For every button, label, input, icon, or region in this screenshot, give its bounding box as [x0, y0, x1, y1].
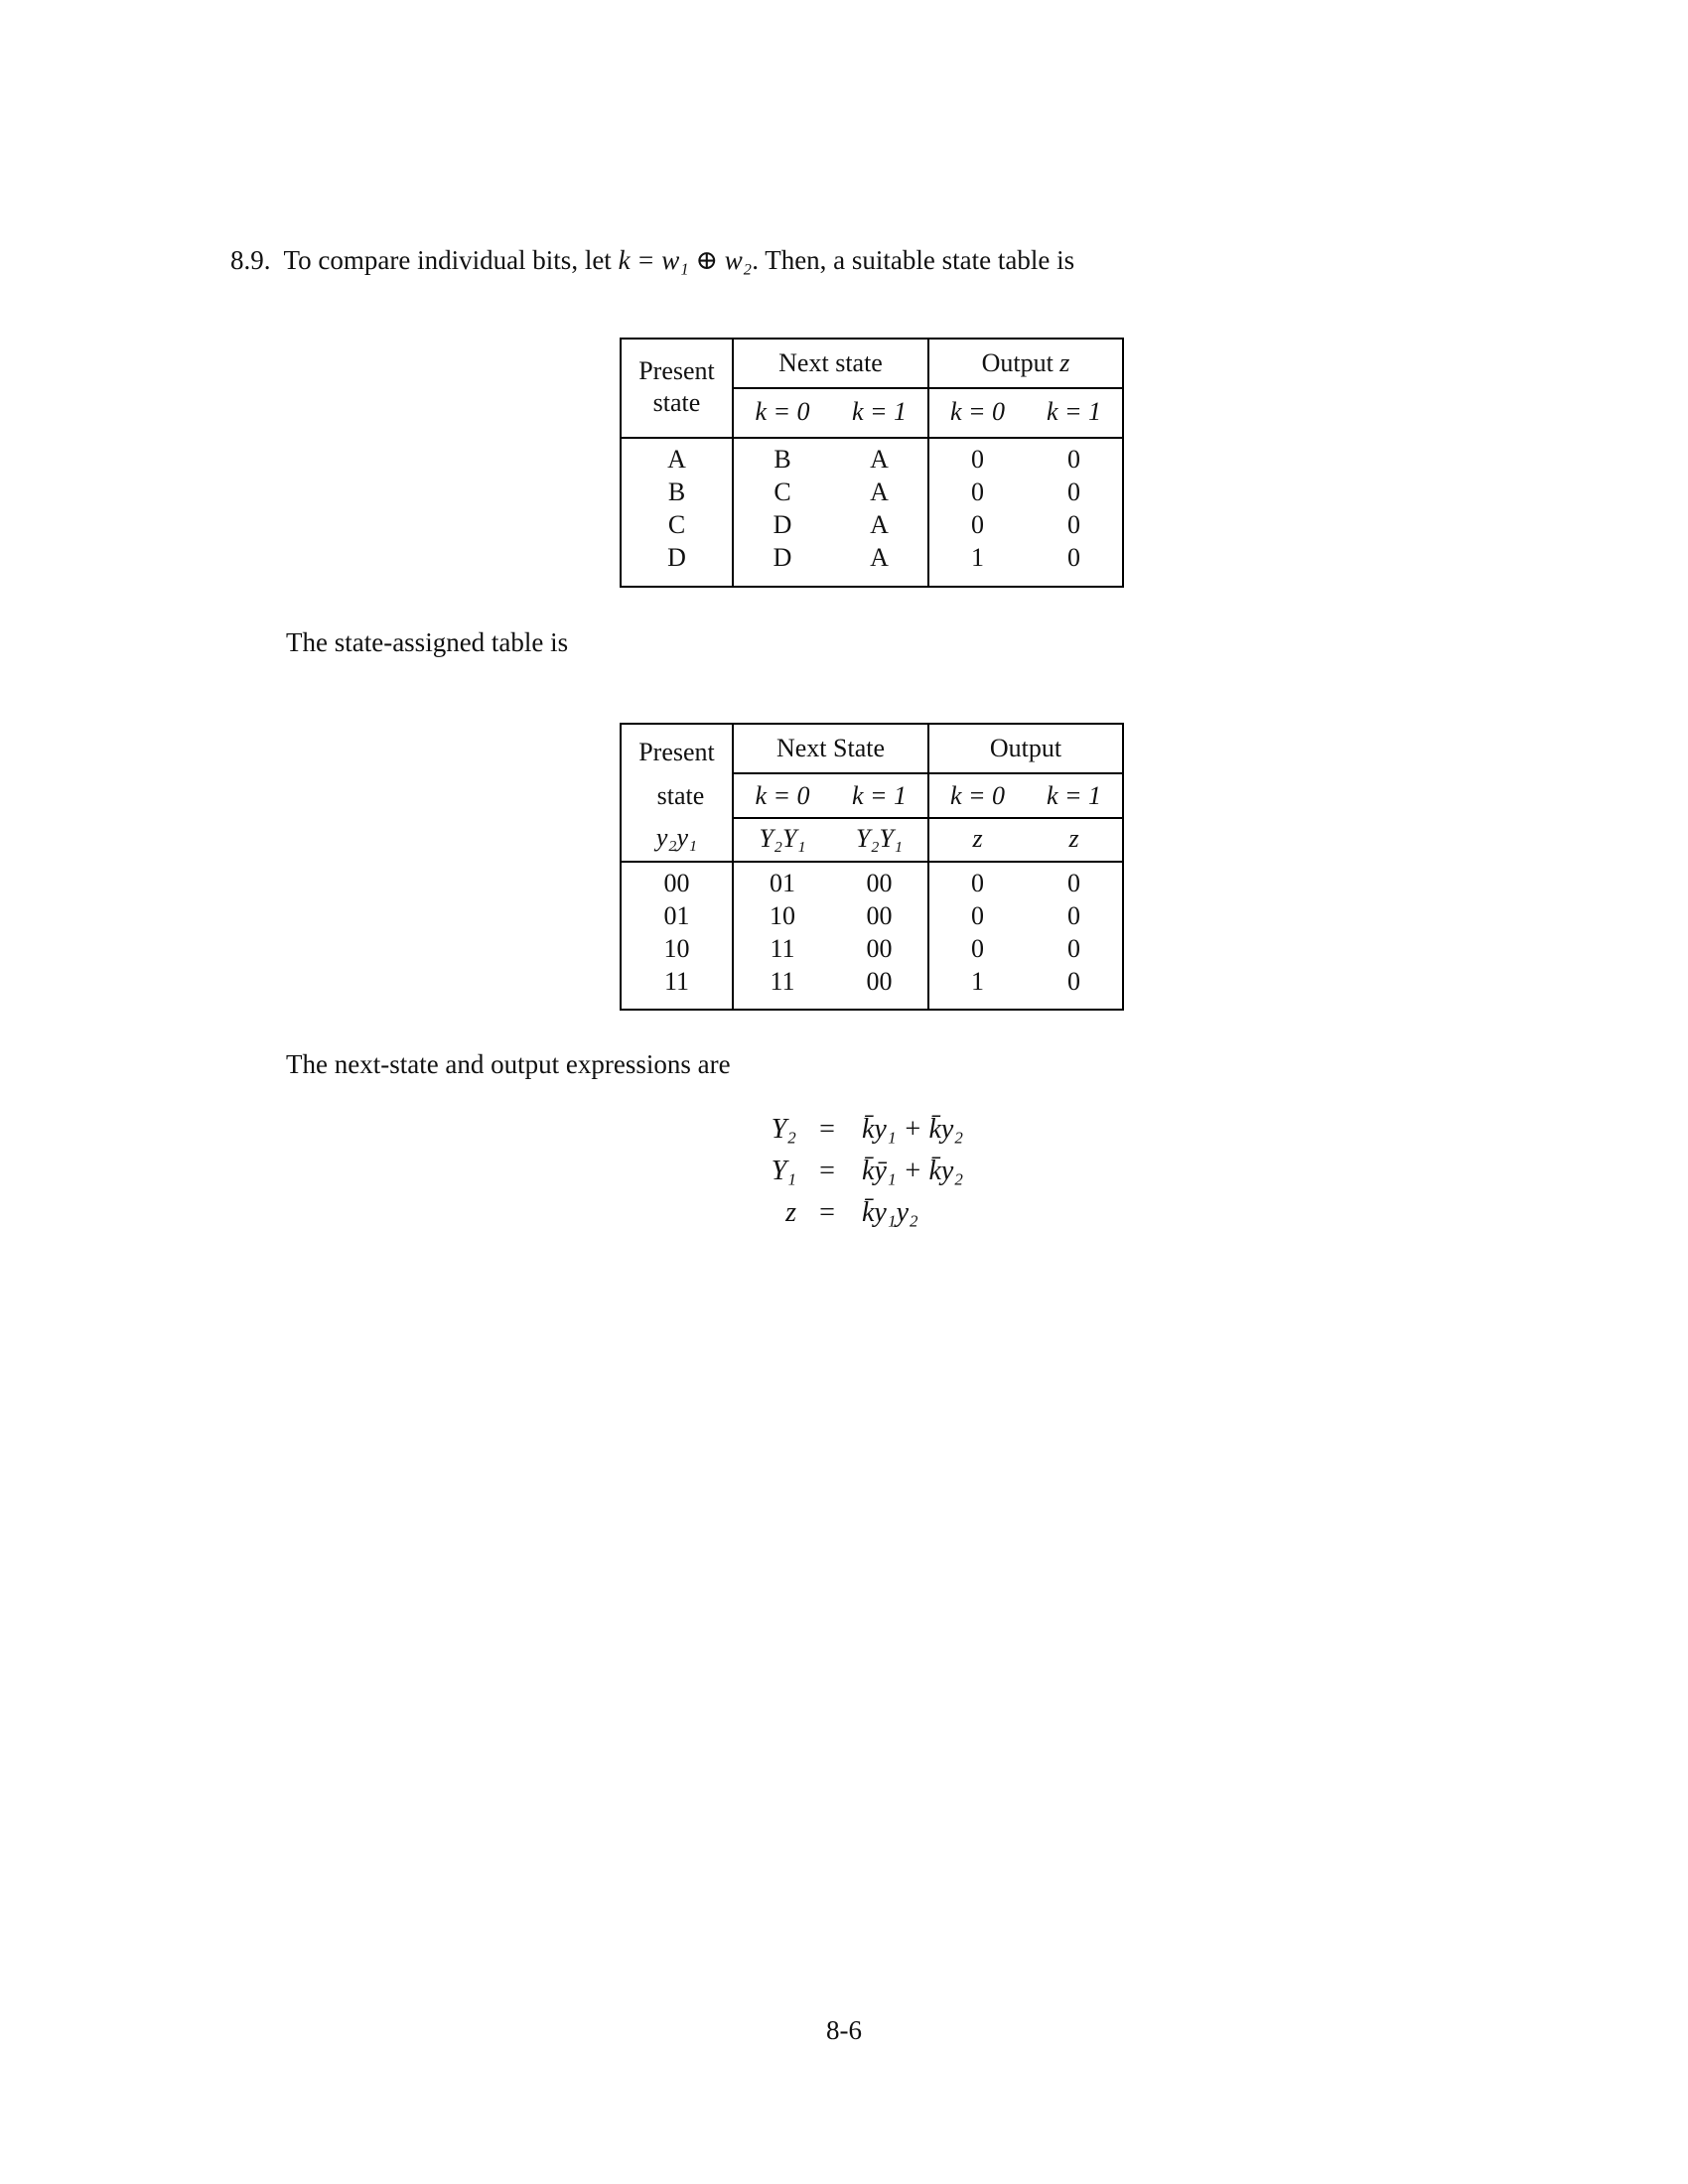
equation-rhs: k̄y₁ + k̄y₂ — [862, 1114, 964, 1145]
problem-intro — [230, 243, 1074, 277]
sub-header: k = 1 — [1046, 397, 1102, 426]
sub-header-2: z — [1068, 824, 1079, 853]
intro-text-b: . Then, a suitable state table is — [752, 245, 1075, 275]
output-header: Output z — [981, 348, 1070, 377]
intro-expression: k = w₁ ⊕ w₂ — [618, 245, 753, 275]
expressions-caption: The next-state and output expressions are — [286, 1049, 731, 1079]
sub-header-2: Y₂Y₁ — [856, 824, 903, 853]
present-state-vars: y₂y₁ — [655, 823, 698, 852]
state-assigned-caption: The state-assigned table is — [286, 627, 569, 657]
equation-lhs: Y₁ — [771, 1156, 796, 1186]
equation-equals: = — [819, 1156, 835, 1186]
equation-lhs: Y₂ — [771, 1114, 796, 1145]
state-assigned-table: Present state y₂y₁ Next State Output k = 0 k = 1 k = 0 k = 1 Y₂Y₁ Y₂Y₁ z z 00 01 00 0 0 01 10 00 0 0 10 11 00 0 0 11 11 00 1 0 — [620, 723, 1124, 1011]
sub-header: k = 0 — [949, 781, 1006, 810]
state-table: Present state Next state Output z k = 0 k = 1 k = 0 k = 1 A B A 0 0 B C A 0 0 C D A 0 0 D D A 1 0 — [620, 338, 1124, 588]
sub-header: k = 0 — [755, 397, 810, 426]
present-state-header: state — [656, 781, 705, 810]
output-header: Output — [989, 734, 1062, 762]
sub-header: k = 0 — [949, 397, 1006, 426]
equation-equals: = — [819, 1114, 835, 1145]
sub-header: k = 1 — [851, 397, 908, 426]
next-state-header: Next state — [778, 348, 883, 377]
sub-header: k = 1 — [1046, 781, 1102, 810]
page-number: 8-6 — [826, 2015, 862, 2045]
equation-equals: = — [819, 1197, 835, 1228]
sub-header-2: z — [972, 824, 983, 853]
problem-number: 8.9. — [230, 245, 271, 275]
equation-lhs: z — [785, 1197, 796, 1228]
present-state-header: Present state — [638, 356, 715, 417]
equation-rhs: k̄y₁y₂ — [862, 1197, 918, 1228]
next-state-header: Next State — [775, 734, 886, 762]
sub-header: k = 0 — [755, 781, 810, 810]
intro-text-a: To compare individual bits, let — [283, 245, 612, 275]
present-state-header: Present — [638, 738, 715, 766]
equation-rhs: k̄ȳ₁ + k̄y₂ — [862, 1156, 964, 1186]
sub-header-2: Y₂Y₁ — [759, 824, 806, 853]
sub-header: k = 1 — [851, 781, 908, 810]
